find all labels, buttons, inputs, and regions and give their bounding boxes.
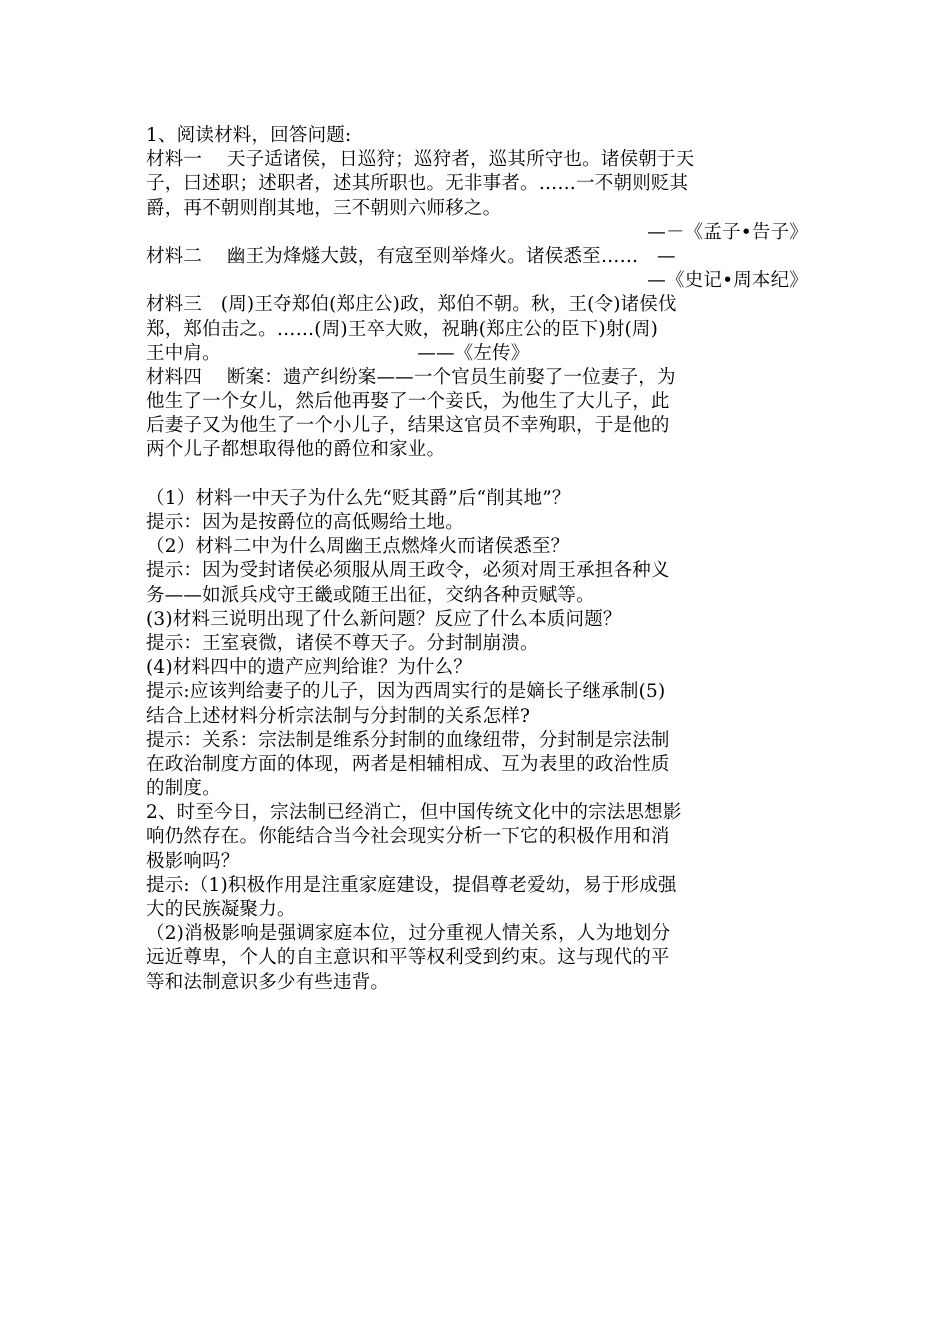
material-4-line-3: 后妻子又为他生了一个小儿子，结果这官员不幸殉职，于是他的 xyxy=(146,415,670,437)
question-2-hint-2-line-3: 等和法制意识多少有些违背。 xyxy=(146,971,390,993)
material-1-line-3: 爵，再不朝则削其地，三不朝则六师移之。 xyxy=(146,197,502,219)
question-2-hint-2-line-2: 远近尊卑，个人的自主意识和平等权利受到约束。这与现代的平 xyxy=(146,947,670,969)
material-2-source: —《史记•周本纪》 xyxy=(647,270,808,292)
sub-question-4: (4)材料四中的遗产应判给谁？为什么？ xyxy=(146,657,473,679)
question-2-hint-2-line-1: （2)消极影响是强调家庭本位，过分重视人情关系，人为地划分 xyxy=(146,923,671,945)
question-2-line-1: 2、时至今日，宗法制已经消亡，但中国传统文化中的宗法思想影 xyxy=(146,802,682,824)
material-1-line-2: 子，曰述职；述职者，述其所职也。无非事者。……一不朝则贬其 xyxy=(146,173,689,195)
question-2-line-3: 极影响吗？ xyxy=(146,850,240,872)
hint-5-line-2: 在政治制度方面的体现，两者是相辅相成、互为表里的政治性质 xyxy=(146,753,670,775)
sub-question-2: （2）材料二中为什么周幽王点燃烽火而诸侯悉至？ xyxy=(146,536,570,558)
hint-1: 提示：因为是按爵位的高低赐给土地。 xyxy=(146,512,464,533)
hint-3: 提示：王室衰微，诸侯不尊天子。分封制崩溃。 xyxy=(146,632,539,654)
question-2-line-2: 响仍然存在。你能结合当今社会现实分析一下它的积极作用和消 xyxy=(146,826,670,848)
question-1-heading: 1、阅读材料，回答问题: xyxy=(146,125,352,146)
material-3-line-3: 王中肩。 ——《左传》 xyxy=(146,342,530,364)
material-3-line-1: 材料三 (周)王夺郑伯(郑庄公)政，郑伯不朝。秋，王(令)诸侯伐 xyxy=(146,294,677,316)
material-2-line-1: 材料二 幽王为烽燧大鼓，有寇至则举烽火。诸侯悉至…… — xyxy=(146,245,676,267)
question-2-hint-1-line-2: 大的民族凝聚力。 xyxy=(146,899,296,920)
blank-line xyxy=(146,463,808,487)
material-4-line-1: 材料四 断案：遗产纠纷案——一个官员生前娶了一位妻子，为 xyxy=(146,366,676,388)
material-3-line-2: 郑，郑伯击之。……(周)王卒大败，祝聃(郑庄公的臣下)射(周) xyxy=(146,318,659,340)
hint-5-line-1: 提示：关系：宗法制是维系分封制的血缘纽带，分封制是宗法制 xyxy=(146,729,670,751)
material-4-line-4: 两个儿子都想取得他的爵位和家业。 xyxy=(146,439,446,461)
sub-question-5: 结合上述材料分析宗法制与分封制的关系怎样? xyxy=(146,705,531,727)
hint-5-line-3: 的制度。 xyxy=(146,778,221,800)
material-4-line-2: 他生了一个女儿，然后他再娶了一个妾氏，为他生了大儿子，此 xyxy=(146,391,670,413)
question-2-hint-1-line-1: 提示:（1)积极作用是注重家庭建设，提倡尊老爱幼，易于形成强 xyxy=(146,874,677,896)
sub-question-3: (3)材料三说明出现了什么新问题？反应了什么本质问题？ xyxy=(146,608,622,630)
material-1-line-1: 材料一 天子适诸侯，日巡狩；巡狩者，巡其所守也。诸侯朝于天 xyxy=(146,149,695,171)
hint-4-and-sub-question-5: 提示:应该判给妻子的儿子，因为西周实行的是嫡长子继承制(5) xyxy=(146,681,666,703)
document-body xyxy=(146,124,808,995)
material-1-source: —－《孟子•告子》 xyxy=(647,221,808,243)
sub-question-1: （1）材料一中天子为什么先“贬其爵”后“削其地”？ xyxy=(146,487,571,509)
hint-2-line-1: 提示：因为受封诸侯必须服从周王政令，必须对周王承担各种义 xyxy=(146,560,670,582)
hint-2-line-2: 务——如派兵戍守王畿或随王出征，交纳各种贡赋等。 xyxy=(146,584,595,606)
